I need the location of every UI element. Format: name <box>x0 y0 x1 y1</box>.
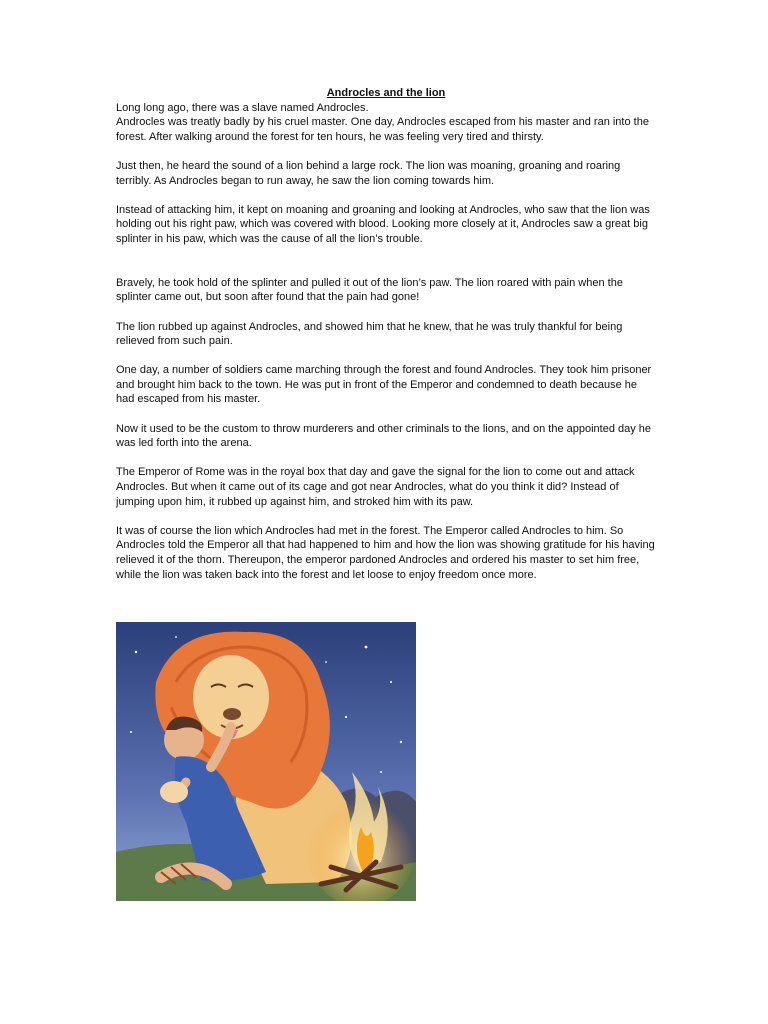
paragraph-5: The lion rubbed up against Androcles, and showed him that he knew, that he was truly thankful for being relieved from such pain. <box>116 320 623 348</box>
lion-paw <box>160 781 188 803</box>
paragraph-7: Now it used to be the custom to throw murderers and other criminals to the lions, and on the appointed day he was led forth into the arena. <box>116 422 652 450</box>
paragraph-9: It was of course the lion which Androcles had met in the forest. The Emperor called Androcles to him. So Androcles told the Emperor all that had happened to him and how the lion was showing gratitude for his having relieved it of the thorn. Thereupon, the emperor pardoned Androcles and ordered his master to set him free, while the lion was taken back into the forest and let loose to enjoy freedom once more. <box>116 524 655 581</box>
paragraph-1: Long long ago, there was a slave named Androcles. Androcles was treatly badly by his cruel master. One day, Androcles escaped from his master and ran into the forest. After walking around the forest for ten hours, he was feeling very tired and thirsty. <box>116 101 649 143</box>
story-text <box>116 86 656 597</box>
paragraph-2: Just then, he heard the sound of a lion behind a large rock. The lion was moaning, groaning and roaring terribly. As Androcles began to run away, he saw the lion coming towards him. <box>116 159 621 187</box>
story-title: Androcles and the lion <box>326 87 446 99</box>
paragraph-3: Instead of attacking him, it kept on moaning and groaning and looking at Androcles, who saw that the lion was holding out his right paw, which was covered with blood. Looking more closely at it, Androcles saw a great big splinter in his paw, which was the cause of all the lion’s trouble. <box>116 203 650 245</box>
paragraph-8: The Emperor of Rome was in the royal box that day and gave the signal for the lion to come out and attack Androcles. But when it came out of its cage and got near Androcles, what do you think it did? Instead of jumping upon him, it rubbed up against him, and stroked him with its paw. <box>116 466 635 508</box>
paragraph-4: Bravely, he took hold of the splinter and pulled it out of the lion’s paw. The lion roared with pain when the splinter came out, but soon after found that the pain had gone! <box>116 276 623 304</box>
illustration-svg <box>116 622 416 901</box>
lion-and-androcles-illustration <box>116 622 416 901</box>
paragraph-6: One day, a number of soldiers came marching through the forest and found Androcles. They took him prisoner and brought him back to the town. He was put in front of the Emperor and condemned to death because he had escaped from his master. <box>116 364 652 406</box>
